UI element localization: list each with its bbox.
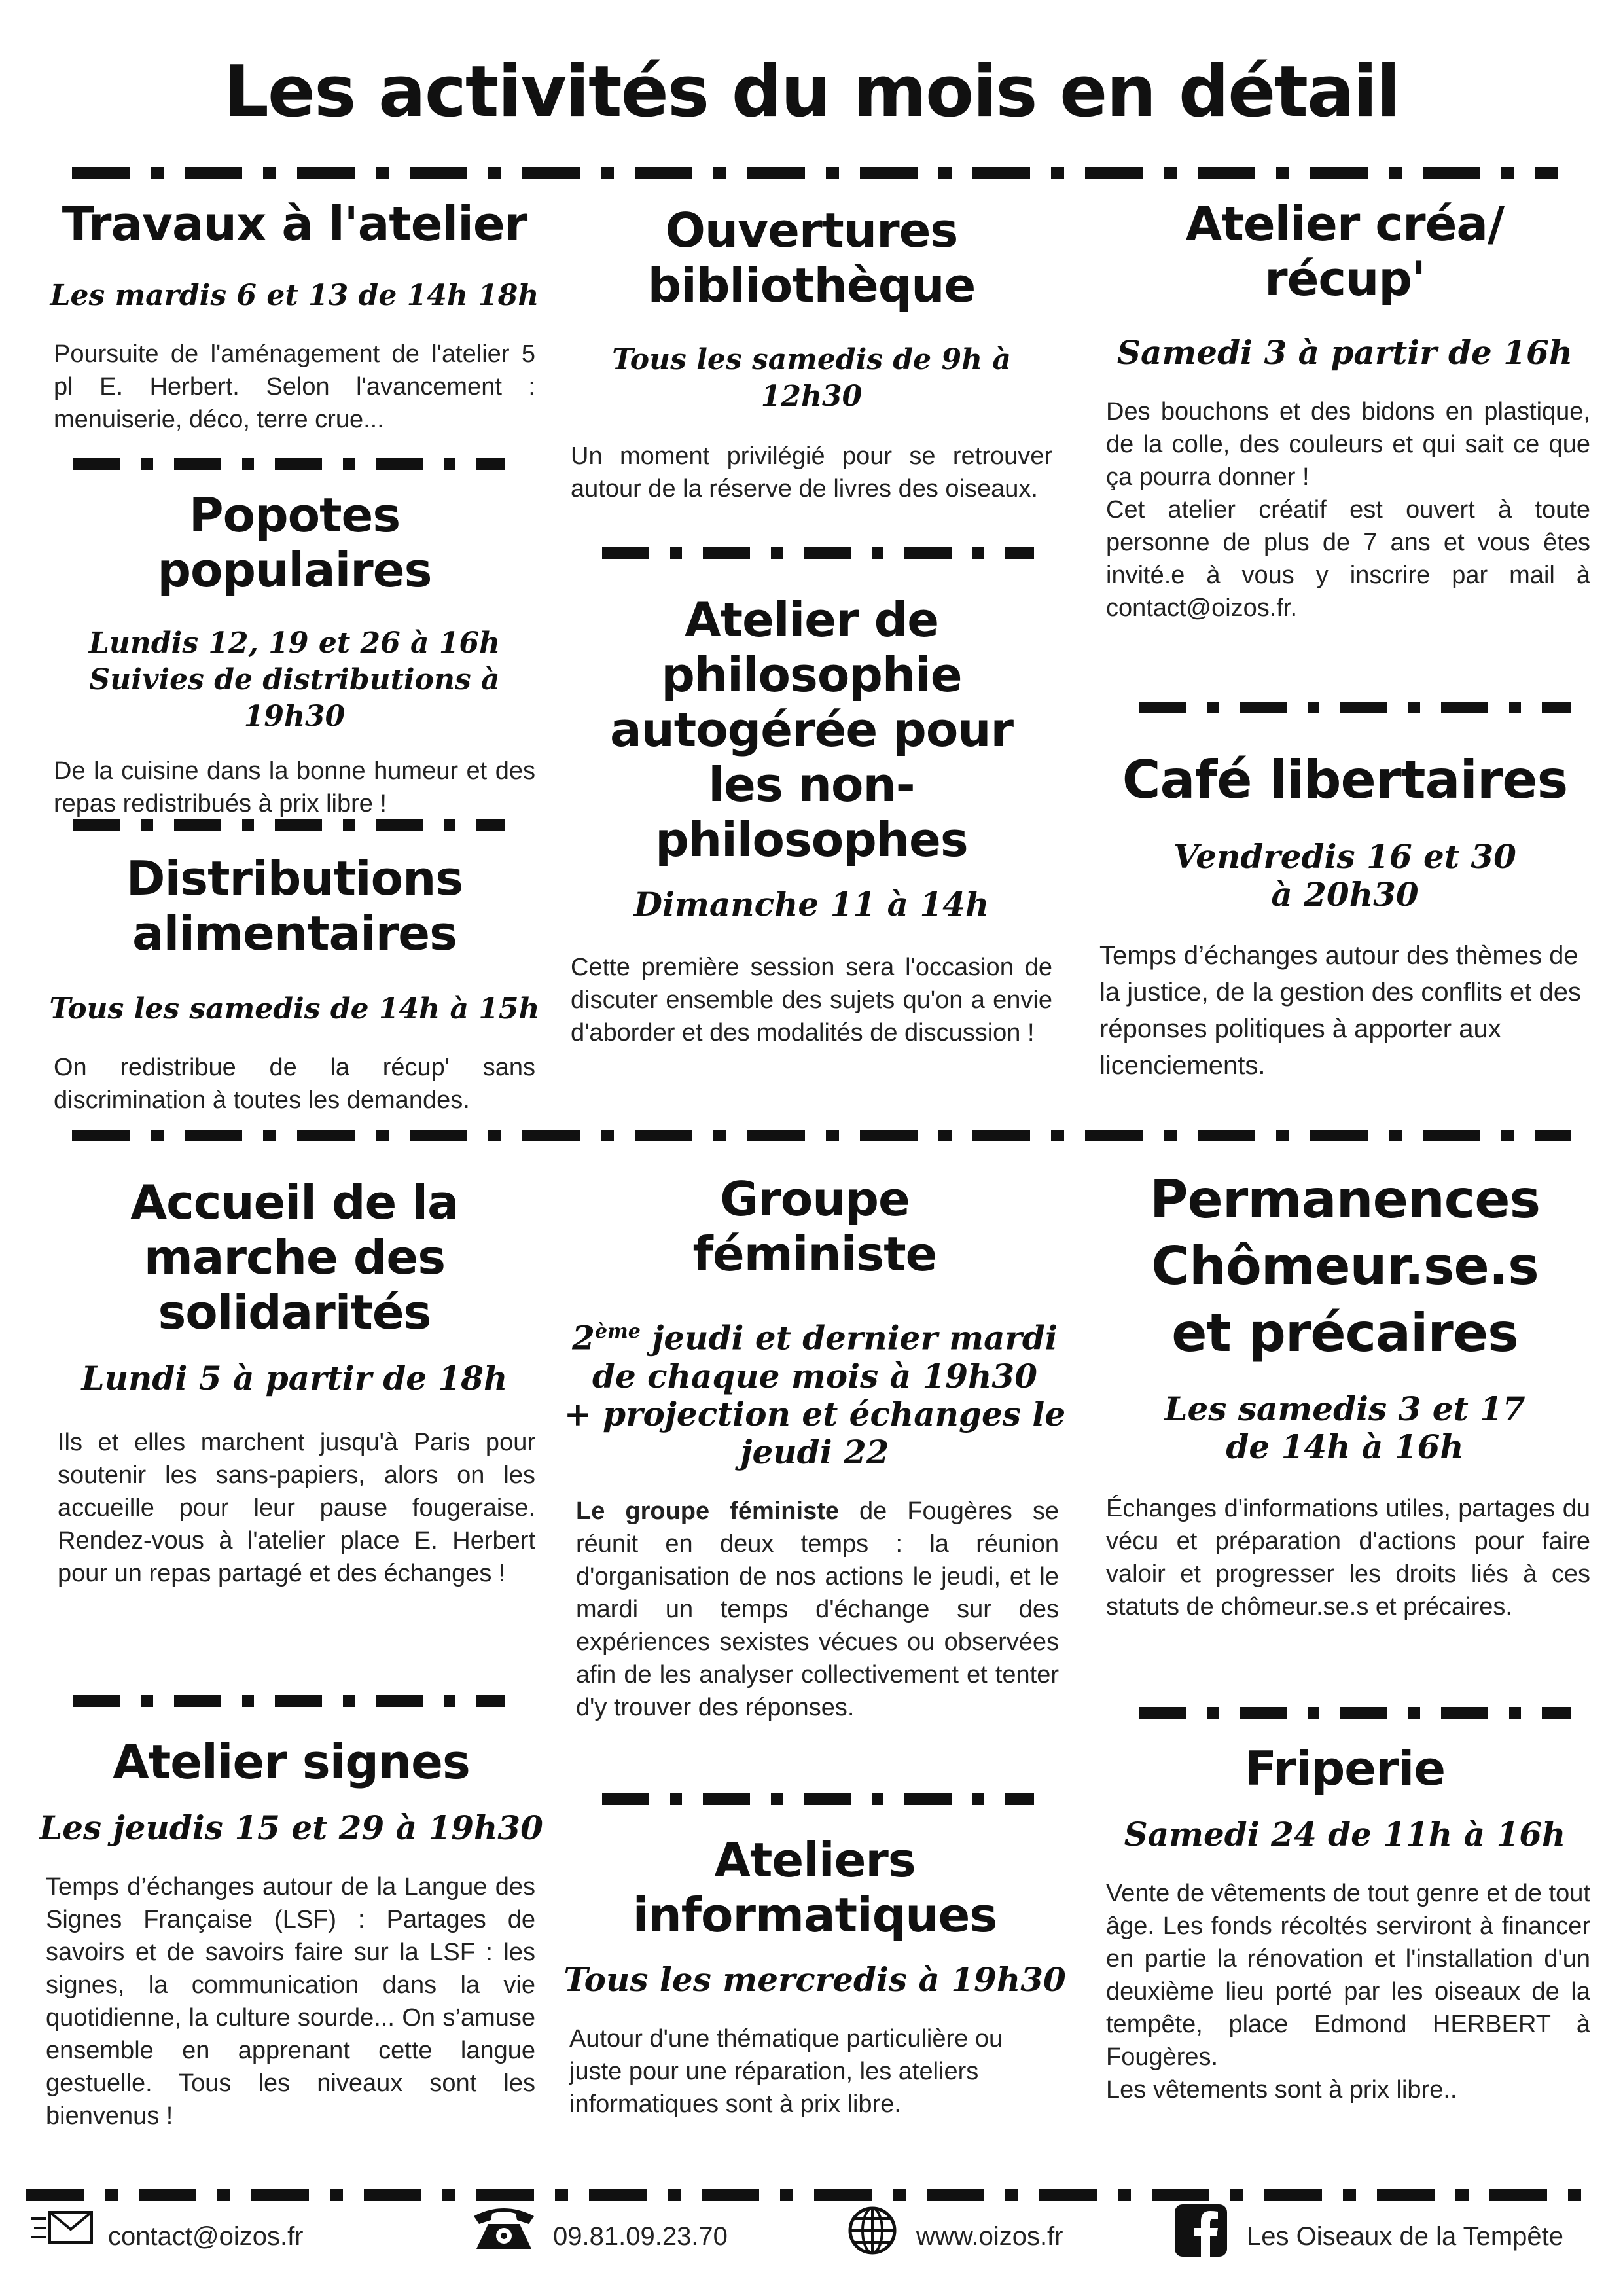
footer-website[interactable]: www.oizos.fr <box>916 2222 1063 2251</box>
activity-philosophie <box>563 592 1060 1049</box>
activity-title-line: Atelier de <box>684 592 939 647</box>
activity-schedule: Tous les mercredis à 19h30 <box>563 1960 1066 1999</box>
activity-accueil-marche <box>46 1175 543 1590</box>
activity-description: Le groupe féministe de Fougères se réunit en deux temps : la réunion d'organisation de nos actions le jeudi, et le mardi un temps d'échange sur des expériences sexistes vécues ou observées afin de les analyser collectivement et tenter d'y trouver des réponses. <box>576 1497 1060 1721</box>
activity-title-line: Popotes <box>188 488 401 543</box>
activity-schedule: Samedi 3 à partir de 16h <box>1116 333 1573 372</box>
activity-schedule: Vendredis 16 et 30 <box>1173 837 1516 876</box>
activity-groupe-feministe <box>563 1172 1067 1724</box>
activity-schedule: Lundis 12, 19 et 26 à 16h <box>88 626 501 660</box>
activity-description: Un moment privilégié pour se retrouver autour de la réserve de livres des oiseaux. <box>571 442 1052 503</box>
activity-title-line: philosophie <box>661 647 962 702</box>
activity-schedule: Les mardis 6 et 13 de 14h 18h <box>50 279 539 312</box>
activity-description: Échanges d'informations utiles, partages du vécu et préparation d'actions pour faire valoir et progresser les droits liés à ces statuts de chômeur.se.s et précaires. <box>1106 1495 1590 1621</box>
activity-crea-recup <box>1086 196 1603 624</box>
activity-description: Les vêtements sont à prix libre.. <box>1106 2076 1457 2104</box>
activity-schedule: Tous les samedis de 14h à 15h <box>49 992 540 1026</box>
separator <box>73 819 505 831</box>
activity-schedule: Dimanche 11 à 14h <box>633 885 990 924</box>
activity-permanences <box>1086 1166 1603 1623</box>
activity-title-line: Permanences <box>1149 1169 1541 1230</box>
activity-description: Temps d’échanges autour de la Langue des Signes Française (LSF) : Partages de savoirs et de savoirs faire sur la LSF : les signes, la communication dans la vie quotidienne, la culture sourde... On s’amuse ensemble en apprenant cette langue gestuelle. Tous les niveaux sont les bienvenus ! <box>46 1873 535 2130</box>
activity-description: Autour d'une thématique particulière ou juste pour une réparation, les ateliers informatiques sont à prix libre. <box>569 2025 1003 2118</box>
facebook-icon[interactable] <box>1175 2204 1227 2260</box>
activity-schedule: + projection et échanges le <box>563 1394 1066 1433</box>
activity-schedule: 2ème jeudi et dernier mardi <box>572 1318 1058 1357</box>
page-title: Les activités du mois en détail <box>224 51 1399 133</box>
activity-description: Cette première session sera l'occasion de discuter ensemble des sujets qu'on a envie d'aborder et des modalités de discussion ! <box>571 954 1052 1047</box>
activity-title-line: alimentaires <box>132 906 457 961</box>
activity-description: Cet atelier créatif est ouvert à toute personne de plus de 7 ans et vous êtes invité.e à vous y inscrire par mail à contact@oizos.fr. <box>1106 496 1590 622</box>
activity-schedule: Suivies de distributions à 19h30 <box>89 663 500 733</box>
activity-schedule: Les jeudis 15 et 29 à 19h30 <box>39 1808 543 1847</box>
activity-title-line: Ouvertures <box>665 203 958 258</box>
activity-schedule: Les samedis 3 et 17 <box>1164 1390 1525 1428</box>
activity-title-line: Ateliers <box>714 1833 916 1888</box>
activity-title-line: récup' <box>1264 251 1425 306</box>
separator <box>73 458 505 470</box>
footer-email[interactable]: contact@oizos.fr <box>108 2222 304 2251</box>
activity-description: Poursuite de l'aménagement de l'atelier 5 pl E. Herbert. Selon l'avancement : menuiserie, déco, terre crue... <box>54 340 535 433</box>
separator-top <box>72 167 1558 179</box>
separator <box>1139 702 1571 713</box>
activity-description: On redistribue de la récup' sans discrimination à toutes les demandes. <box>54 1054 535 1114</box>
activity-distributions <box>46 851 543 1117</box>
separator <box>1139 1707 1571 1719</box>
activity-description: De la cuisine dans la bonne humeur et des repas redistribués à prix libre ! <box>54 757 535 817</box>
activity-title-line: les non- <box>708 757 915 812</box>
activity-schedule: jeudi 22 <box>740 1432 889 1471</box>
mail-icon <box>31 2210 94 2250</box>
activity-schedule: Lundi 5 à partir de 18h <box>81 1359 508 1397</box>
activity-description: Temps d’échanges autour des thèmes de la justice, de la gestion des conflits et des réponses politiques à apporter aux licenciements. <box>1099 941 1581 1080</box>
activity-title-line: solidarités <box>158 1285 431 1340</box>
activity-title-line: Chômeur.se.s <box>1151 1236 1539 1297</box>
activity-title: Café libertaires <box>1122 749 1568 810</box>
activity-bibliotheque <box>563 203 1060 505</box>
activity-title-line: et précaires <box>1171 1302 1518 1363</box>
separator <box>602 1793 1034 1805</box>
activity-title: Travaux à l'atelier <box>62 196 527 251</box>
separator-middle <box>72 1130 1571 1141</box>
activity-title-line: marche des <box>143 1230 446 1285</box>
activity-travaux <box>46 196 543 436</box>
activity-ateliers-informatiques <box>563 1833 1067 2121</box>
activity-schedule: de chaque mois à 19h30 <box>592 1356 1038 1395</box>
activity-title-line: autogérée pour <box>609 702 1014 757</box>
activity-description: Des bouchons et des bidons en plastique, de la colle, des couleurs et qui sait ce que ça pourra donner ! <box>1106 398 1590 491</box>
activity-title-line: informatiques <box>632 1888 997 1943</box>
activity-title-line: bibliothèque <box>647 258 976 313</box>
separator <box>602 547 1034 559</box>
activity-title-line: Distributions <box>126 851 463 906</box>
activity-title-line: féministe <box>692 1227 937 1282</box>
separator-bottom <box>26 2189 1597 2201</box>
activity-title: Friperie <box>1244 1741 1446 1796</box>
activity-title-line: Groupe <box>720 1172 910 1227</box>
activity-title-line: Accueil de la <box>130 1175 459 1230</box>
activity-title-line: philosophes <box>655 812 968 867</box>
activity-popotes <box>46 488 543 820</box>
activity-title: Atelier signes <box>113 1734 470 1789</box>
activity-title-line: Atelier créa/ <box>1185 196 1505 251</box>
activity-description: Vente de vêtements de tout genre et de tout âge. Les fonds récoltés serviront à financer en partie la rénovation et l'installation d'un deuxième lieu porté par les oiseaux de la tempête, place Edmond HERBERT à Fougères. <box>1106 1880 1590 2071</box>
activity-cafe-libertaires <box>1086 749 1603 1084</box>
activity-title-line: populaires <box>157 543 432 598</box>
globe-icon <box>847 2206 897 2259</box>
activity-schedule: Tous les samedis de 9h à 12h30 <box>612 343 1011 413</box>
activity-description: Ils et elles marchent jusqu'à Paris pour soutenir les sans-papiers, alors on les accueille pour leur pause fougeraise. Rendez-vous à l'atelier place E. Herbert pour un repas partagé et des échanges ! <box>58 1429 535 1587</box>
phone-icon <box>471 2204 537 2255</box>
activity-atelier-signes <box>33 1734 550 2132</box>
separator <box>73 1695 505 1707</box>
activity-schedule: de 14h à 16h <box>1226 1427 1464 1466</box>
footer-facebook[interactable]: Les Oiseaux de la Tempête <box>1247 2222 1564 2251</box>
activity-schedule: à 20h30 <box>1271 875 1419 914</box>
activity-schedule: Samedi 24 de 11h à 16h <box>1124 1815 1566 1854</box>
footer-phone[interactable]: 09.81.09.23.70 <box>553 2222 728 2251</box>
activity-friperie <box>1086 1741 1603 2106</box>
